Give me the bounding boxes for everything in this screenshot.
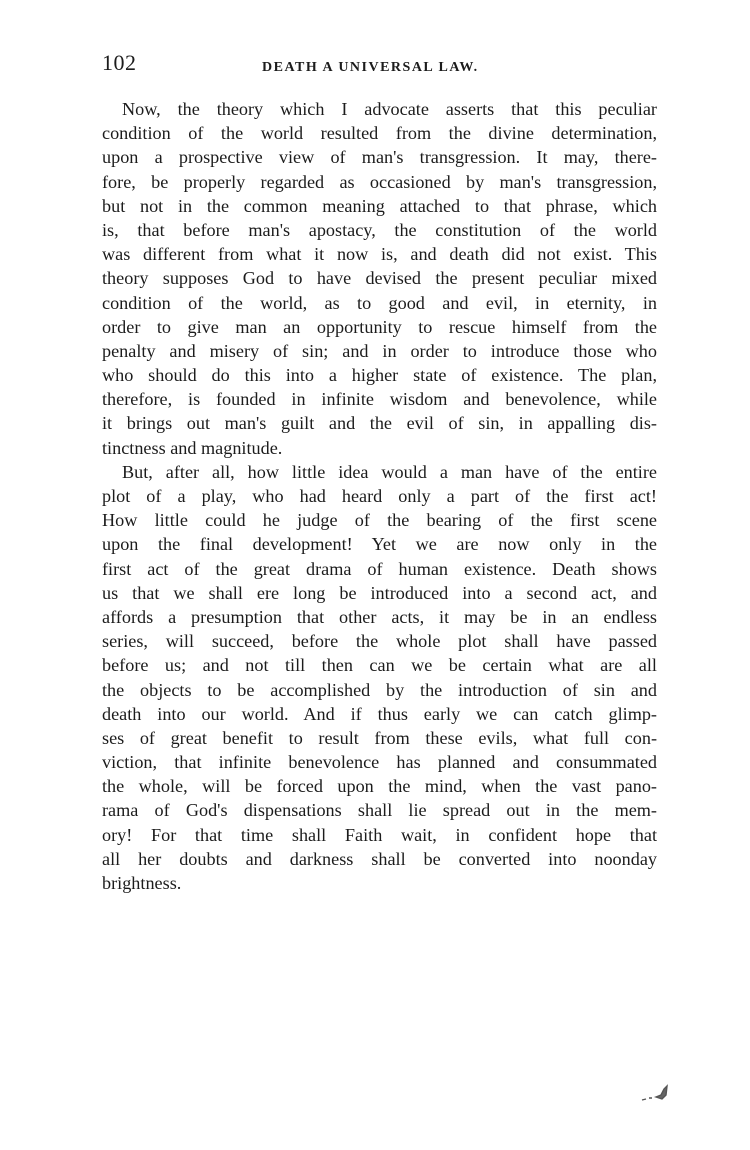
- text-line: it brings out man's guilt and the evil of sin, in appalling dis-: [102, 413, 657, 434]
- text-line: was different from what it now is, and death did not exist. This: [102, 244, 657, 265]
- text-line: therefore, is founded in infinite wisdom and benevolence, while: [102, 389, 657, 410]
- text-line: brightness.: [102, 873, 182, 893]
- text-line: Now, the theory which I advocate asserts that this peculiar: [122, 99, 657, 119]
- text-line: affords a presumption that other acts, it may be in an endless: [102, 606, 657, 627]
- text-line: condition of the world resulted from the divine determination,: [102, 123, 657, 144]
- running-title: DEATH A UNIVERSAL LAW.: [262, 60, 479, 75]
- text-line: rama of God's dispensations shall lie spread out in the mem-: [102, 800, 657, 821]
- text-line: is, that before man's apostacy, the constitution of the world: [102, 219, 657, 240]
- text-line: series, will succeed, before the whole plot shall have passed: [102, 631, 657, 652]
- text-line: before us; and not till then can we be certain what are all: [102, 655, 657, 676]
- text-line: death into our world. And if thus early we can catch glimp-: [102, 703, 657, 724]
- text-line: tinctness and magnitude.: [102, 437, 283, 458]
- paragraph-2: [102, 460, 657, 895]
- text-line: ory! For that time shall Faith wait, in confident hope that: [102, 824, 657, 845]
- text-line: plot of a play, who had heard only a part of the first act!: [102, 486, 657, 506]
- text-line: order to give man an opportunity to rescue himself from the: [102, 316, 657, 337]
- page-number: 102: [102, 50, 137, 75]
- text-line: upon the final development! Yet we are now only in the: [102, 534, 657, 555]
- text-line: fore, be properly regarded as occasioned by man's transgression,: [102, 171, 657, 192]
- text-line: How little could he judge of the bearing of the first scene: [102, 510, 657, 531]
- paragraph-1: [102, 97, 657, 460]
- text-line: But, after all, how little idea would a man have of the entire: [122, 461, 657, 482]
- text-line: condition of the world, as to good and evil, in eternity, in: [102, 292, 657, 313]
- text-line: the objects to be accomplished by the introduction of sin and: [102, 679, 657, 700]
- text-line: the whole, will be forced upon the mind, when the vast pano-: [102, 776, 657, 797]
- text-line: theory supposes God to have devised the present peculiar mixed: [102, 268, 657, 289]
- text-line: first act of the great drama of human existence. Death shows: [102, 558, 657, 579]
- text-line: penalty and misery of sin; and in order to introduce those who: [102, 340, 657, 361]
- ink-smudge-mark: [640, 1083, 670, 1103]
- text-line: ses of great benefit to result from these evils, what full con-: [102, 727, 657, 748]
- body-text: [102, 97, 657, 895]
- text-line: all her doubts and darkness shall be converted into noonday: [102, 848, 657, 869]
- text-line: viction, that infinite benevolence has planned and consummated: [102, 752, 657, 773]
- text-line: us that we shall ere long be introduced into a second act, and: [102, 582, 657, 603]
- text-line: but not in the common meaning attached to that phrase, which: [102, 195, 657, 216]
- text-line: who should do this into a higher state of existence. The plan,: [102, 365, 657, 386]
- text-line: upon a prospective view of man's transgression. It may, there-: [102, 147, 657, 168]
